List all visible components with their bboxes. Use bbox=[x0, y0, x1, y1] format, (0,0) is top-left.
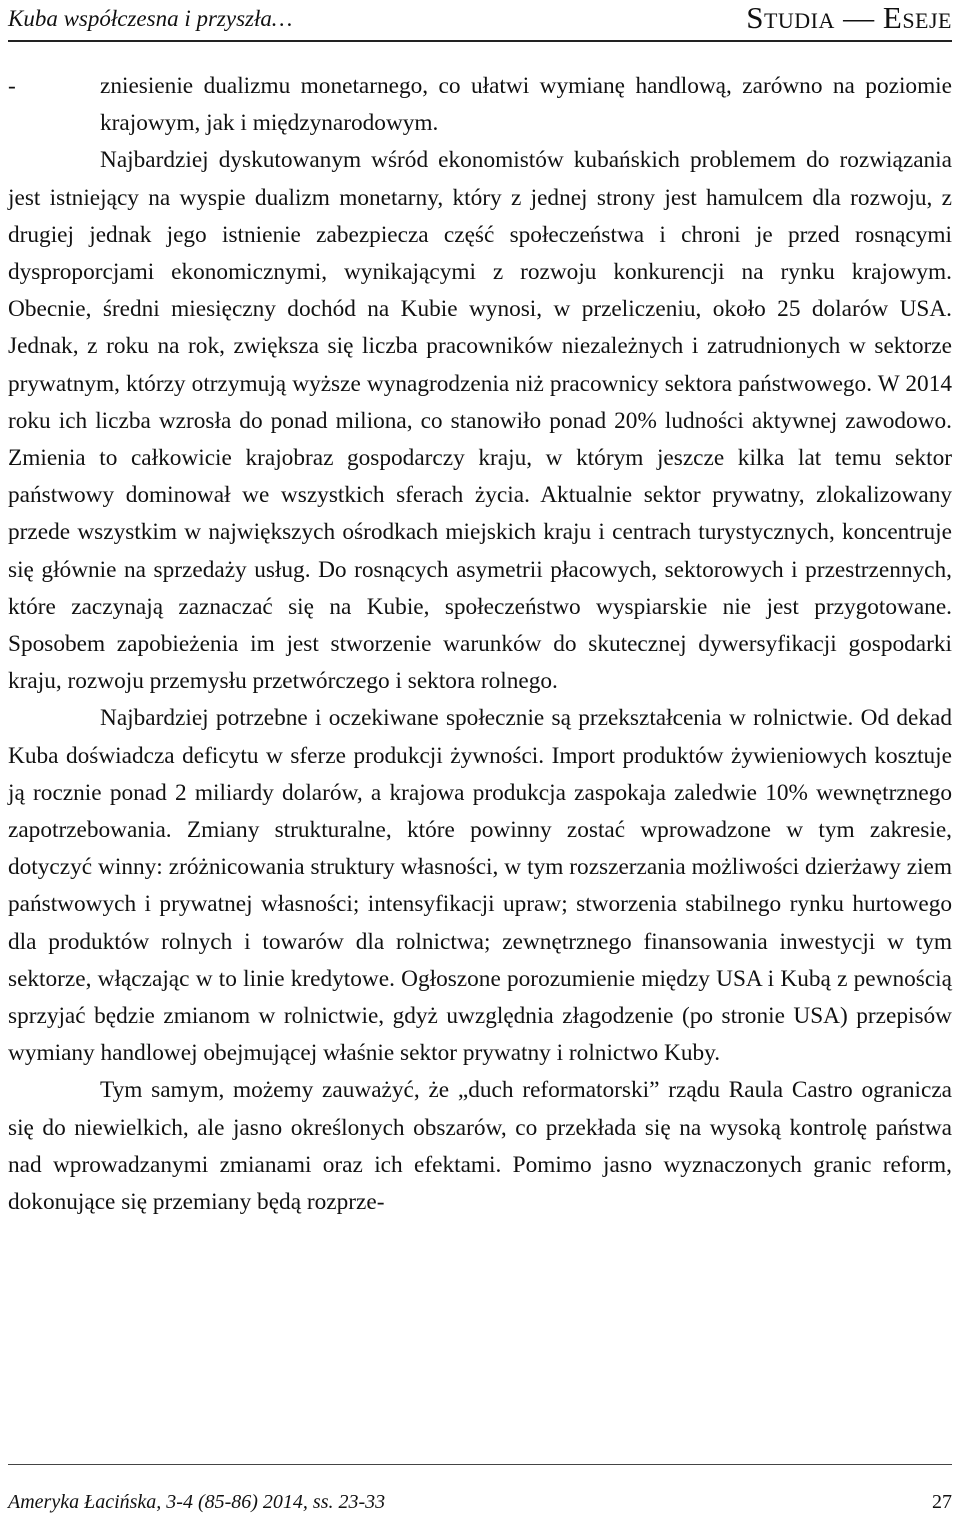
page-footer bbox=[8, 1464, 952, 1525]
paragraph: Tym samym, możemy zauważyć, że „duch reformatorski” rządu Raula Castro ogranicza się do niewielkich, ale jasno określonych obszarów, co przekłada się na wysoką kontrolę państwa nad wprowadzanymi zmianami oraz ich efektami. Pomimo jasno wyznaczonych granic reform, dokonujące się przemiany będą rozprze- bbox=[8, 1077, 952, 1216]
paragraph: Najbardziej dyskutowanym wśród ekonomistów kubańskich problemem do rozwiązania jest istniejący na wyspie dualizm monetarny, który z jednej strony jest hamulcem dla rozwoju, z drugiej jednak jego istnienie zabezpiecza część społeczeństwa i chroni je przed rosnącymi dysproporcjami ekonomicznymi, wynikającymi z rozwoju konkurencji na rynku krajowym. Obecnie, średni miesięczny dochód na Kubie wynosi, w przeliczeniu, około 25 dolarów USA. Jednak, z roku na rok, zwiększa się liczba pracowników niezależnych i zatrudnionych w sektorze prywatnym, którzy otrzymują wyższe wynagrodzenia niż pracownicy sektora państwowego. W 2014 roku ich liczba wzrosła do ponad miliona, co stanowiło ponad 20% ludności aktywnej zawodowo. Zmienia to całkowicie krajobraz gospodarczy kraju, w którym jeszcze kilka lat temu sektor państwowy dominował we wszystkich sferach życia. Aktualnie sektor prywatny, zlokalizowany przede wszystkim w największych ośrodkach miejskich kraju i centrach turystycznych, koncentruje się głównie na sprzedaży usług. Do rosnących asymetrii płacowych, sektorowych i przestrzennych, które zaczynają zaznaczać się na Kubie, społeczeństwo wyspiarskie nie jest przygotowane. Sposobem zapobieżenia im jest stworzenie warunków do skutecznej dywersyfikacji gospodarki kraju, rozwoju przemysłu przetwórczego i sektora rolnego. bbox=[8, 147, 952, 695]
header-section: Studia — Eseje bbox=[746, 0, 952, 35]
list-item bbox=[8, 68, 952, 142]
article-body bbox=[8, 68, 952, 1221]
list-item-text: zniesienie dualizmu monetarnego, co ułatwi wymianę handlową, zarówno na poziomie krajowym, jak i międzynarodowym. bbox=[100, 73, 952, 137]
page-number: 27 bbox=[932, 1491, 952, 1513]
footer-citation: Ameryka Łacińska, 3-4 (85-86) 2014, ss. 23-33 bbox=[8, 1491, 386, 1513]
list-dash: - bbox=[8, 73, 16, 99]
header-title: Kuba współczesna i przyszła… bbox=[8, 6, 293, 31]
running-header bbox=[8, 0, 952, 42]
paragraph: Najbardziej potrzebne i oczekiwane społecznie są przekształcenia w rolnictwie. Od dekad Kuba doświadcza deficytu w sferze produkcji żywności. Import produktów żywieniowych kosztuje ją rocznie ponad 2 miliardy dolarów, a krajowa produkcja zaspokaja zaledwie 10% wewnętrznego zapotrzebowania. Zmiany strukturalne, które powinny zostać wprowadzone w tym zakresie, dotyczyć winny: zróżnicowania struktury własności, w tym rozszerzania możliwości dzierżawy ziem państwowych i prywatnej własności; intensyfikacji upraw; stworzenia stabilnego rynku hurtowego dla produktów rolnych i towarów dla rolnictwa; zewnętrznego finansowania inwestycji w tym sektorze, włączając w to linie kredytowe. Ogłoszone porozumienie między USA i Kubą z pewnością sprzyjać będzie zmianom w rolnictwie, gdyż uwzględnia złagodzenie (po stronie USA) przepisów wymiany handlowej obejmującej właśnie sektor prywatny i rolnictwo Kuby. bbox=[8, 705, 952, 1067]
